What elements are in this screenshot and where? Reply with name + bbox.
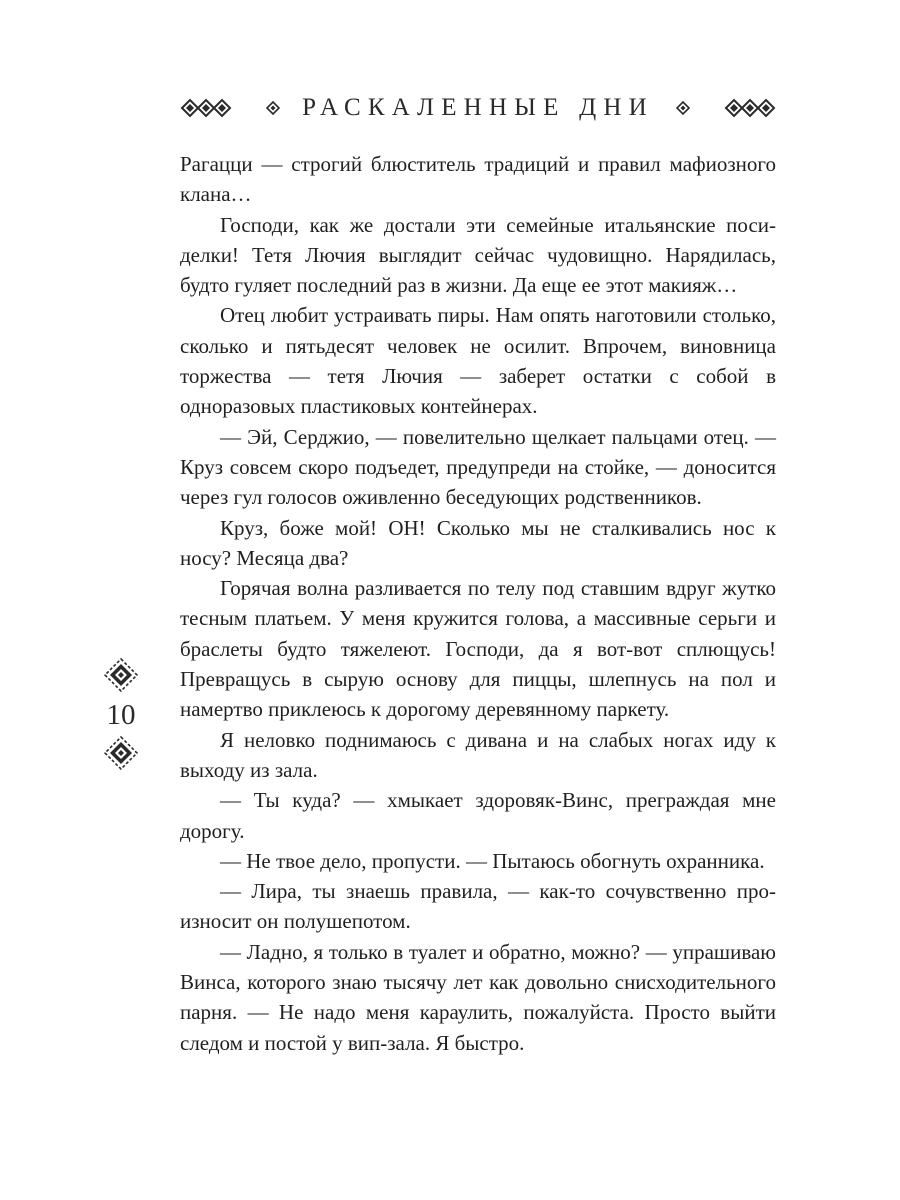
- large-diamond-ornament-icon-top: [104, 658, 138, 692]
- page-number: 10: [106, 699, 136, 731]
- paragraph: Круз, боже мой! ОН! Сколько мы не сталкивались нос к носу? Месяца два?: [180, 515, 776, 570]
- running-header: [180, 88, 776, 128]
- diamond-band-ornament-icon-right: [724, 98, 776, 118]
- paragraph: Рагацци — строгий блюститель традиций и правил мафиозного клана…: [180, 152, 776, 207]
- paragraph: — Лира, ты знаешь правила, — как-то сочувственно произносит он полушепотом.: [180, 879, 776, 934]
- paragraph: Отец любит устраивать пиры. Нам опять наготовили столько, сколько и пятьдесят человек не осилит. Впрочем, виновница торжества — тетя Лючия — заберет остатки с собой в одноразовых пластиковых контейнерах.: [180, 303, 776, 419]
- paragraph: — Эй, Серджио, — повелительно щелкает пальцами отец. — Круз совсем скоро подъедет, предупреди на стойке, — доносится через гул голосов оживленно беседующих родственников.: [180, 424, 776, 510]
- paragraph: Господи, как же достали эти семейные итальянские посиделки! Тетя Лючия выглядит сейчас чудовищно. Нарядилась, будто гуляет последний раз в жизни. Да еще ее этот макияж…: [180, 212, 776, 298]
- paragraph: Я неловко поднимаюсь с дивана и на слабых ногах иду к выходу из зала.: [180, 727, 776, 782]
- large-diamond-ornament-icon-bottom: [104, 736, 138, 770]
- small-diamond-ornament-icon-right: [676, 101, 690, 115]
- paragraph: — Ты куда? — хмыкает здоровяк-Винс, преграждая мне дорогу.: [180, 788, 776, 843]
- paragraph: Горячая волна разливается по телу под ставшим вдруг жутко тесным платьем. У меня кружится голова, а массивные серьги и браслеты будто тяжелеют. Господи, да я вот-вот сплющусь! Превращусь в сырую основу для пиццы, шлепнусь на пол и намертво приклеюсь к дорогому деревянному паркету.: [180, 576, 776, 722]
- running-title: РАСКАЛЕННЫЕ ДНИ: [302, 94, 654, 121]
- diamond-band-ornament-icon-left: [180, 98, 232, 118]
- paragraph: — Не твое дело, пропусти. — Пытаюсь обогнуть охранника.: [220, 848, 765, 873]
- title-group: [266, 94, 690, 122]
- small-diamond-ornament-icon-left: [266, 101, 280, 115]
- body-text: [180, 149, 776, 1058]
- paragraph: — Ладно, я только в туалет и обратно, можно? — упрашиваю Винса, которого знаю тысячу лет как довольно снисходительного парня. — Не надо меня караулить, пожалуйста. Просто выйти следом и постой у вип-зала. Я быстро.: [180, 939, 776, 1055]
- page-folio: [98, 658, 144, 770]
